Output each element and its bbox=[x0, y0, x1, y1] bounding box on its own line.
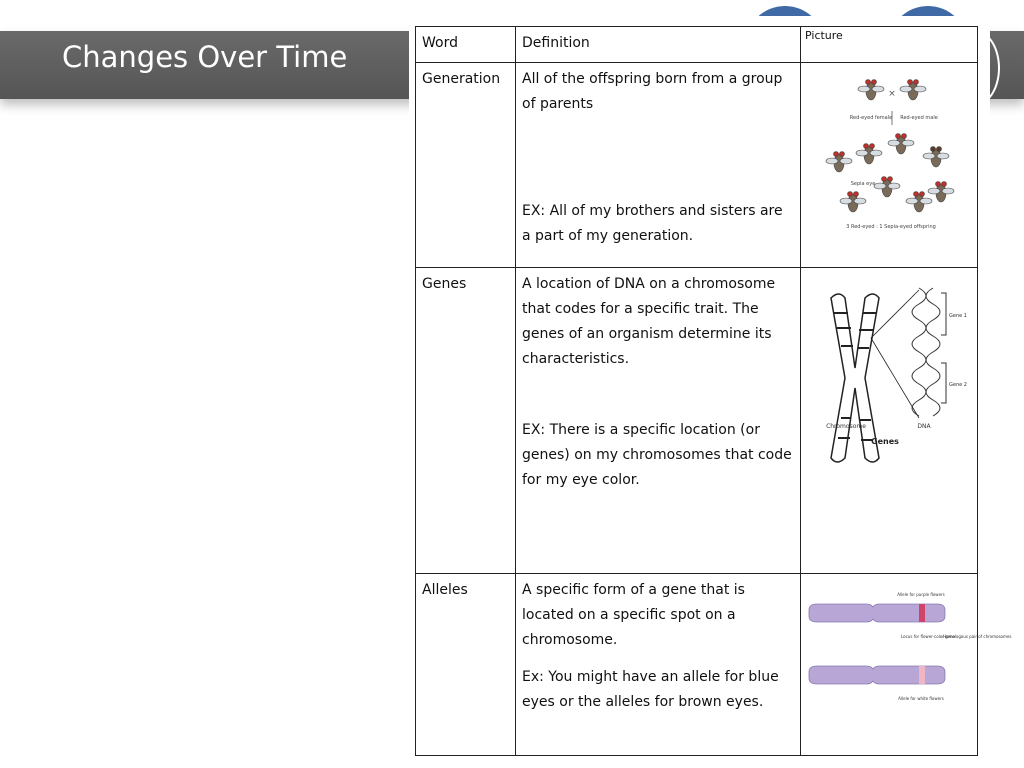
table-row bbox=[416, 268, 978, 574]
allele-top-label: Allele for purple flowers bbox=[897, 592, 945, 597]
dna-helix-icon bbox=[912, 288, 940, 416]
zoom-line bbox=[871, 338, 919, 418]
cross-symbol: × bbox=[888, 89, 896, 99]
offspring-flies bbox=[826, 134, 954, 213]
table-row bbox=[416, 574, 978, 756]
alleles-chromosome-illustration bbox=[801, 574, 1012, 746]
gene2-bracket bbox=[941, 363, 946, 403]
example-text: EX: There is a specific location (or genes) on my chromosomes that code for my eye color. bbox=[522, 422, 792, 488]
definition-cell bbox=[516, 268, 801, 574]
table-row bbox=[416, 63, 978, 268]
definition-text: A location of DNA on a chromosome that codes for a specific trait. The genes of an organism determine its characteristics. bbox=[522, 276, 776, 367]
fruit-fly-cross-illustration bbox=[801, 63, 969, 258]
header-word: Word bbox=[416, 27, 516, 63]
sepia-label: Sepia eye bbox=[850, 181, 876, 187]
locus-label: Locus for flower-color gene bbox=[901, 634, 956, 639]
word-cell: Alleles bbox=[416, 574, 516, 756]
example-text: EX: All of my brothers and sisters are a part of my generation. bbox=[522, 203, 783, 244]
slide-title: Changes Over Time bbox=[62, 40, 348, 74]
vocabulary-table bbox=[415, 26, 1012, 756]
word-cell: Generation bbox=[416, 63, 516, 268]
picture-cell bbox=[801, 574, 1012, 756]
male-label: Red-eyed male bbox=[900, 115, 938, 121]
example-text: Ex: You might have an allele for blue eyes or the alleles for brown eyes. bbox=[522, 669, 779, 710]
chromosome-bottom bbox=[809, 666, 945, 684]
gene1-label: Gene 1 bbox=[949, 313, 967, 319]
definition-text: A specific form of a gene that is located on a specific spot on a chromosome. bbox=[522, 582, 745, 648]
offspring-caption: 3 Red-eyed : 1 Sepia-eyed offspring bbox=[846, 224, 936, 230]
chromosome-label: Chromosome bbox=[826, 423, 866, 430]
definition-cell bbox=[516, 574, 801, 756]
allele-bottom-label: Allele for white flowers bbox=[898, 696, 944, 701]
fly-icon bbox=[900, 80, 926, 101]
chromosome-top bbox=[809, 604, 945, 622]
dna-label: DNA bbox=[917, 423, 931, 430]
gene1-bracket bbox=[941, 293, 946, 335]
allele-mark bbox=[919, 666, 925, 684]
table-header-row bbox=[416, 27, 978, 63]
allele-mark bbox=[919, 604, 925, 622]
genes-chromosome-illustration bbox=[801, 268, 969, 564]
word-cell: Genes bbox=[416, 268, 516, 574]
gene2-label: Gene 2 bbox=[949, 382, 967, 388]
homologous-label: Homologous pair of chromosomes bbox=[943, 634, 1012, 639]
header-picture: Picture bbox=[801, 27, 978, 63]
genes-caption: Genes bbox=[871, 437, 899, 446]
definition-text: All of the offspring born from a group of parents bbox=[522, 71, 783, 112]
definition-cell bbox=[516, 63, 801, 268]
header-definition: Definition bbox=[516, 27, 801, 63]
picture-cell bbox=[801, 63, 978, 268]
fly-icon bbox=[858, 80, 884, 101]
female-label: Red-eyed female bbox=[849, 115, 893, 121]
picture-cell bbox=[801, 268, 978, 574]
